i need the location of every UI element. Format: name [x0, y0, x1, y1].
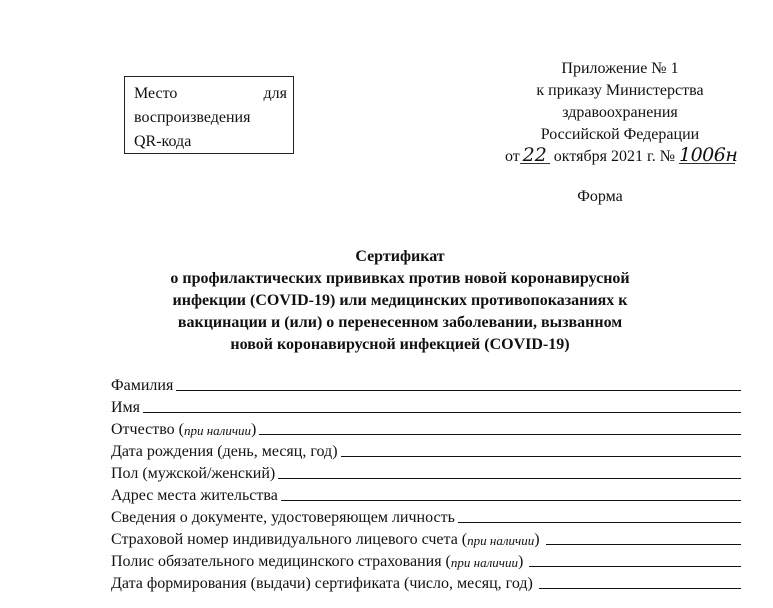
order-day-handwritten: 22 [520, 147, 550, 164]
field-patronymic-close: ) [251, 421, 257, 438]
field-patronymic-input-line[interactable] [259, 434, 741, 435]
field-address-input-line[interactable] [281, 500, 741, 501]
field-name [111, 395, 741, 417]
appendix-line-2: к приказу Министерства [536, 82, 704, 99]
field-identity-document-input-line[interactable] [458, 522, 741, 523]
field-sex [111, 461, 741, 483]
order-date-rest: октября 2021 г. № [553, 148, 675, 165]
order-line [470, 146, 770, 168]
field-address-label: Адрес места жительства [111, 487, 278, 504]
field-issue-date-label: Дата формирования (выдачи) сертификата (число, месяц, год) [111, 575, 533, 592]
field-birth-date [111, 439, 741, 461]
qr-box-word-mesto: Место [134, 85, 178, 102]
qr-code-placeholder-box [124, 76, 294, 154]
appendix-line-1: Приложение № 1 [561, 60, 679, 77]
field-sex-input-line[interactable] [278, 478, 741, 479]
field-sex-label: Пол (мужской/женский) [111, 465, 276, 482]
order-prefix: от [504, 148, 520, 165]
field-birth-date-input-line[interactable] [341, 456, 741, 457]
appendix-line-4: Российской Федерации [540, 126, 700, 143]
order-number-handwritten: 1006н [679, 144, 738, 166]
field-oms-policy-close: ) [517, 553, 524, 570]
field-snils-label: Страховой номер индивидуального лицевого счета ( [111, 531, 468, 548]
form-label: Форма [577, 188, 623, 205]
field-snils-input-line[interactable] [546, 544, 741, 545]
field-snils [111, 527, 741, 549]
field-patronymic [111, 417, 741, 439]
field-address [111, 483, 741, 505]
field-identity-document-label: Сведения о документе, удостоверяющем личность [111, 509, 455, 526]
field-patronymic-label: Отчество ( [111, 421, 184, 438]
qr-box-line-1 [134, 82, 287, 106]
title-line-3: инфекции (COVID-19) или медицинских противопоказаниях к [172, 292, 628, 309]
qr-box-word-dlya: для [263, 85, 287, 102]
certificate-title [120, 246, 680, 356]
field-oms-policy [111, 549, 741, 571]
field-issue-date-input-line[interactable] [539, 588, 741, 589]
field-oms-policy-label: Полис обязательного медицинского страхования ( [111, 553, 451, 570]
field-identity-document [111, 505, 741, 527]
field-oms-policy-note: при наличии [450, 555, 518, 570]
field-snils-close: ) [534, 531, 540, 548]
title-line-5: новой коронавирусной инфекцией (COVID-19) [230, 336, 570, 353]
qr-box-line-2: воспроизведения [134, 109, 251, 126]
appendix-line-3: здравоохранения [562, 104, 678, 121]
field-issue-date [111, 571, 741, 593]
field-surname [111, 373, 741, 395]
field-patronymic-note: при наличии [183, 423, 252, 438]
field-surname-input-line[interactable] [176, 390, 741, 391]
title-line-4: вакцинации и (или) о перенесенном заболевании, вызванном [177, 314, 623, 331]
field-birth-date-label: Дата рождения (день, месяц, год) [111, 443, 338, 460]
field-oms-policy-input-line[interactable] [529, 566, 741, 567]
qr-box-line-3: QR-кода [134, 133, 192, 150]
appendix-header [470, 58, 770, 168]
title-line-2: о профилактических прививках против новой коронавирусной [170, 270, 630, 287]
title-line-1: Сертификат [355, 248, 445, 265]
field-name-label: Имя [111, 399, 141, 416]
field-snils-note: при наличии [467, 533, 535, 548]
field-name-input-line[interactable] [143, 412, 741, 413]
certificate-fields [111, 373, 741, 593]
field-surname-label: Фамилия [111, 377, 174, 394]
